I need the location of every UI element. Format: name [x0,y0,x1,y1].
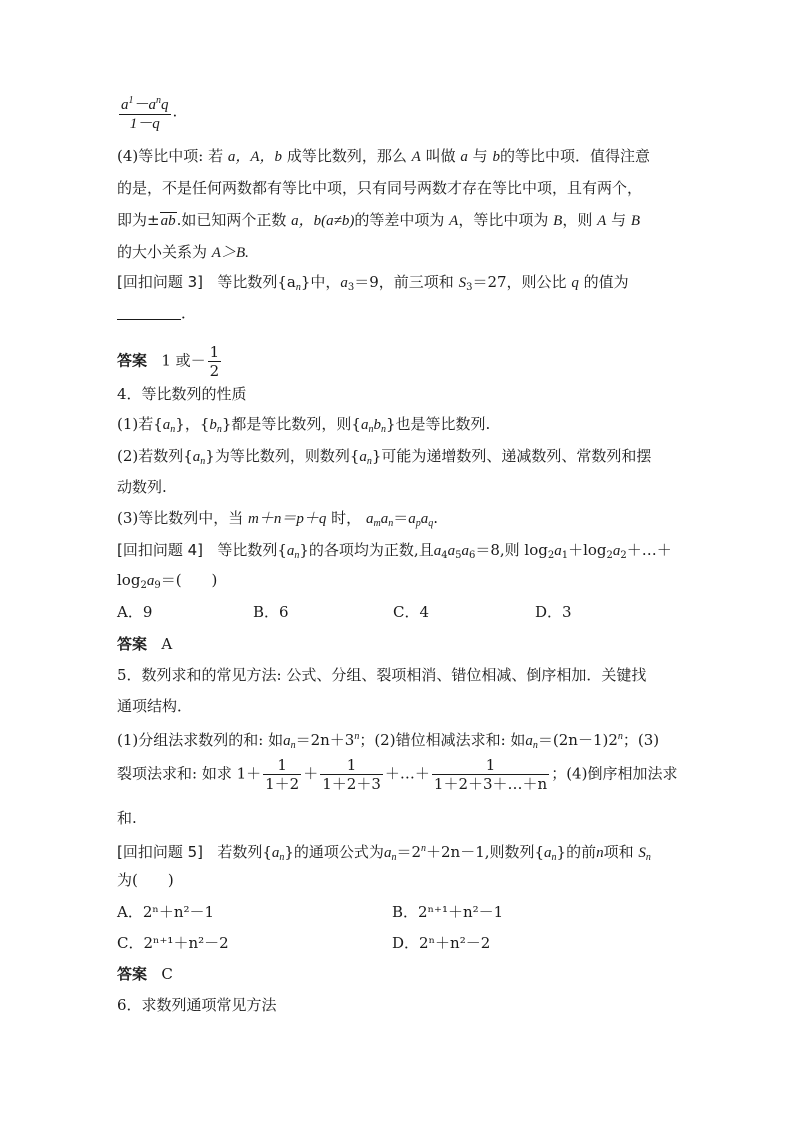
fraction-2: $\frac{1}{1+2+3}$ [322,756,381,793]
s4-p2-cont: 动数列. [117,478,167,496]
question-4-label: [回扣问题 4] [117,541,204,559]
q5-option-b[interactable]: B．2ⁿ⁺¹＋n²－1 [392,903,504,921]
s5-p1: (1)分组法求数列的和: 如$a_n=2n+3^n$；(2)错位相减法求和: 如$a_n=(2n-1)2^n$；(3) [117,731,660,751]
sqrt-ab: ab [160,213,176,229]
question-3-answer: 答案 1 或－ $\frac{1}{2}$ [117,343,220,380]
q5-option-d[interactable]: D．2ⁿ＋n²－2 [392,934,491,952]
q4-option-b[interactable]: B．6 [253,603,289,621]
s4-p3: (3)等比数列中，当 m＋n＝p＋q 时， $a_ma_n=a_pa_q$. [117,509,438,529]
p4-line4: 的大小关系为 A＞B. [117,243,249,261]
s5-p3: 和. [117,809,137,827]
question-5-label: [回扣问题 5] [117,843,204,861]
top-fraction-denominator: 1－q [129,116,160,132]
q4-option-a[interactable]: A．9 [117,603,153,621]
question-4-answer: 答案 A [117,635,173,653]
top-fraction: $\frac{a^1-a^nq}{1-q}$ . [117,92,177,133]
question-5-cont: 为( ) [117,871,174,889]
section-4-heading: 4．等比数列的性质 [117,385,247,403]
question-4-cont: $\log_2a_9=$( ) [117,571,218,591]
fraction-3: $\frac{1}{1+2+3+\dots+n}$ [433,756,548,793]
q4-option-c[interactable]: C．4 [393,603,430,621]
s4-p1: (1)若$\{a_n\}$，$\{b_n\}$都是等比数列，则$\{a_nb_n\}$也是等比数列. [117,415,491,435]
section-5-heading: 5．数列求和的常见方法: 公式、分组、裂项相消、错位相减、倒序相加．关键找 [117,666,647,684]
s4-p2: (2)若数列$\{a_n\}$为等比数列，则数列$\{a_n\}$可能为递增数列、递减数列、常数列和摆 [117,447,652,467]
section-6-heading: 6．求数列通项常见方法 [117,996,277,1014]
top-fraction-numerator: $a^1-a^nq$ [119,92,171,115]
fraction-1: $\frac{1}{1+2}$ [265,756,300,793]
question-5: [回扣问题 5] 若数列$\{a_n\}$的通项公式为$a_n=2^n+2n-1$,则数列$\{a_n\}$的前n项和 $S_n$ [117,843,651,863]
question-3-label: [回扣问题 3] [117,273,204,291]
question-5-answer: 答案 C [117,965,173,983]
question-4: [回扣问题 4] 等比数列$\{a_n\}$的各项均为正数,且$a_4a_5a_6=8$,则 $\log_2a_1+\log_2a_2+\dots+$ [117,541,672,561]
q5-option-a[interactable]: A．2ⁿ＋n²－1 [117,903,215,921]
p4-line1: (4)等比中项: 若 a，A，b 成等比数列，那么 A 叫做 a 与 b的等比中项．值得注意 [117,147,650,165]
question-3-blank-line: ． [117,303,196,323]
q5-option-c[interactable]: C．2ⁿ⁺¹＋n²－2 [117,934,229,952]
q4-option-d[interactable]: D．3 [535,603,572,621]
p4-line3: 即为±ab.如已知两个正数 a，b(a≠b)的等差中项为 A，等比中项为 B，则 A 与 B [117,211,641,229]
s5-p2: 裂项法求和: 如求 1＋ $\frac{1}{1+2}$ ＋ $\frac{1}{1+2+3}$ ＋…＋ $\frac{1}{1+2+3+\dots+n}$ ；(4)倒序相加法求 [117,756,678,793]
section-5-heading-cont: 通项结构． [117,697,193,715]
answer-label: 答案 [117,351,148,370]
answer-blank [117,305,181,320]
p4-line2: 的是，不是任何两数都有等比中项，只有同号两数才存在等比中项，且有两个， [117,179,643,197]
question-3: [回扣问题 3] 等比数列$\{a_n\}$中，$a_3=9$，前三项和 $S_3=27$，则公比 q 的值为 [117,273,629,293]
